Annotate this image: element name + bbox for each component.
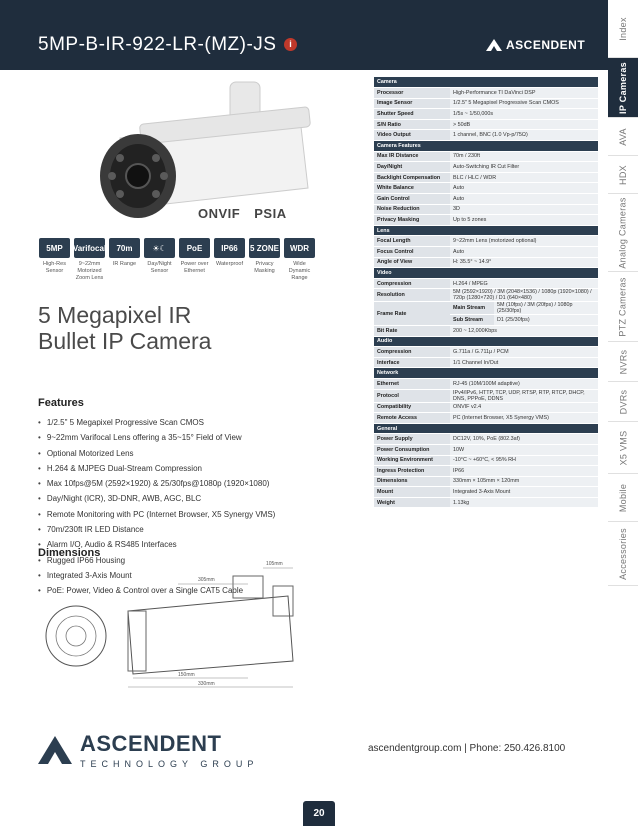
feature-icon-item xyxy=(178,238,211,282)
feature-list-item: • 9~22mm Varifocal Lens offering a 35~15° Field of View xyxy=(38,430,275,445)
feature-icon-item xyxy=(213,238,246,282)
spec-value: High-Performance TI DaVinci DSP xyxy=(450,88,598,99)
contact-info[interactable]: ascendentgroup.com | Phone: 250.426.8100 xyxy=(368,743,566,754)
spec-value: G.711a / G.711μ / PCM xyxy=(450,347,598,358)
spec-label: Compatibility xyxy=(374,402,450,413)
sidebar-item-nvrs[interactable] xyxy=(608,342,638,382)
spec-row xyxy=(374,289,598,302)
sidebar-item-label: Mobile xyxy=(618,483,628,512)
spec-row xyxy=(374,98,598,109)
feature-list-item: • 70m/230ft IR LED Distance xyxy=(38,522,275,537)
product-model-title: 5MP-B-IR-922-LR-(MZ)-JS xyxy=(38,34,277,55)
spec-row xyxy=(374,109,598,120)
spec-row xyxy=(374,194,598,205)
spec-sublabel: Sub Stream xyxy=(450,315,494,326)
sidebar-item-x5-vms[interactable] xyxy=(608,422,638,474)
dimensions-title: Dimensions xyxy=(38,547,101,559)
feature-icon-label: 9~22mm Motorized Zoom Lens xyxy=(75,261,104,281)
spec-label: Backlight Compensation xyxy=(374,172,450,183)
spec-row xyxy=(374,88,598,99)
spec-label: Power Supply xyxy=(374,434,450,445)
spec-label: Mount xyxy=(374,487,450,498)
feature-list-item: • Integrated 3-Axis Mount xyxy=(38,568,275,583)
dim-label-330: 330mm xyxy=(198,681,215,687)
spec-label: Shutter Speed xyxy=(374,109,450,120)
sidebar-item-accessories[interactable] xyxy=(608,522,638,586)
sidebar-item-label: AVA xyxy=(617,127,628,146)
psia-logo: PSIA xyxy=(254,206,287,221)
spec-row xyxy=(374,204,598,215)
spec-label: Ingress Protection xyxy=(374,466,450,477)
feature-badge-icon: PoE xyxy=(179,238,210,258)
feature-icon-item xyxy=(143,238,176,282)
spec-value: 9~22mm Lens (motorized optional) xyxy=(450,236,598,247)
spec-value: > 50dB xyxy=(450,119,598,130)
spec-label: Gain Control xyxy=(374,194,450,205)
spec-label: Resolution xyxy=(374,289,450,302)
feature-badge-icon: Varifocal xyxy=(74,238,105,258)
spec-value: Auto-Switching IR Cut Filter xyxy=(450,162,598,173)
spec-row xyxy=(374,172,598,183)
spec-value: D1 (25/30fps) xyxy=(494,315,598,326)
feature-badge-icon: 5 ZONE xyxy=(249,238,280,258)
spec-row xyxy=(374,497,598,508)
spec-row xyxy=(374,162,598,173)
footer-brand-name: ASCENDENT xyxy=(80,731,222,756)
spec-label: Processor xyxy=(374,88,450,99)
feature-list-item: • Alarm I/O, Audio & RS485 Interfaces xyxy=(38,537,275,552)
ascendent-mountain-icon xyxy=(486,39,502,51)
footer-brand-logo xyxy=(38,731,258,769)
footer-brand-sub: TECHNOLOGY GROUP xyxy=(80,759,259,769)
spec-value: IP66 xyxy=(450,466,598,477)
feature-icon-label: High-Res Sensor xyxy=(43,261,66,274)
spec-row xyxy=(374,444,598,455)
spec-label-frame-rate: Frame Rate xyxy=(374,302,450,326)
spec-section-header xyxy=(374,336,598,347)
spec-row xyxy=(374,151,598,162)
sidebar-item-hdx[interactable] xyxy=(608,156,638,194)
feature-list-item: • H.264 & MJPEG Dual-Stream Compression xyxy=(38,461,275,476)
spec-label: Angle of View xyxy=(374,257,450,268)
feature-icon-label: IR Range xyxy=(112,261,137,267)
sidebar-item-label: NVRs xyxy=(617,349,628,374)
spec-value: Up to 5 zones xyxy=(450,215,598,226)
spec-label: Max IR Distance xyxy=(374,151,450,162)
spec-label: Focal Length xyxy=(374,236,450,247)
header-brand-name: ASCENDENT xyxy=(506,38,586,52)
sidebar-item-label: Accessories xyxy=(618,527,629,580)
sidebar-item-label: IP Cameras xyxy=(618,61,628,114)
spec-row-frame-main xyxy=(374,302,598,315)
feature-list-item: • Day/Night (ICR), 3D-DNR, AWB, AGC, BLC xyxy=(38,491,275,506)
spec-value: BLC / HLC / WDR xyxy=(450,172,598,183)
sidebar-item-label: HDX xyxy=(618,164,628,185)
dimensions-drawing xyxy=(38,556,308,691)
spec-value: H: 35.5° ~ 14.9° xyxy=(450,257,598,268)
spec-table xyxy=(374,77,598,508)
spec-section-title: Video xyxy=(374,268,598,279)
feature-list-item: • Optional Motorized Lens xyxy=(38,446,275,461)
spec-label: Focus Control xyxy=(374,247,450,258)
spec-value: PC (Internet Browser, X5 Synergy VMS) xyxy=(450,413,598,424)
spec-label: Noise Reduction xyxy=(374,204,450,215)
spec-section-header xyxy=(374,368,598,379)
spec-section-title: Camera xyxy=(374,77,598,88)
spec-row xyxy=(374,413,598,424)
feature-icon-label: Power over Ethernet xyxy=(180,261,209,274)
sidebar-item-ptz-cameras[interactable] xyxy=(608,272,638,342)
feature-icon-label: Waterproof xyxy=(215,261,243,267)
feature-list-item: • PoE: Power, Video & Control over a Single CAT5 Cable xyxy=(38,583,275,598)
spec-row xyxy=(374,476,598,487)
spec-value: RJ-45 (10M/100M adaptive) xyxy=(450,378,598,389)
feature-icon-label: Wide Dynamic Range xyxy=(288,261,311,281)
sidebar-item-ava[interactable] xyxy=(608,118,638,156)
spec-label: Power Consumption xyxy=(374,444,450,455)
spec-row xyxy=(374,236,598,247)
feature-badge-icon: ☀☾ xyxy=(144,238,175,258)
spec-label: Compression xyxy=(374,347,450,358)
spec-value: Auto xyxy=(450,247,598,258)
header-brand-logo xyxy=(486,38,585,52)
feature-list-item: • Max 10fps@5M (2592×1920) & 25/30fps@1080p (1920×1080) xyxy=(38,476,275,491)
spec-row xyxy=(374,119,598,130)
feature-list-item: • Rugged IP66 Housing xyxy=(38,553,275,568)
spec-section-header xyxy=(374,268,598,279)
spec-row xyxy=(374,347,598,358)
spec-row xyxy=(374,215,598,226)
spec-value: 1.13kg xyxy=(450,497,598,508)
product-heading-line2: Bullet IP Camera xyxy=(38,328,212,354)
spec-value: Integrated 3-Axis Mount xyxy=(450,487,598,498)
spec-value: 5M (10fps) / 3M (20fps) / 1080p (25/30fps) xyxy=(494,302,598,315)
spec-label: Privacy Masking xyxy=(374,215,450,226)
spec-row xyxy=(374,434,598,445)
product-heading-line1: 5 Megapixel IR xyxy=(38,302,192,328)
feature-icon-item xyxy=(38,238,71,282)
spec-value: 1 channel, BNC (1.0 Vp-p/75Ω) xyxy=(450,130,598,141)
feature-icons-row xyxy=(38,238,316,282)
spec-label: Video Output xyxy=(374,130,450,141)
sidebar-item-analog-cameras[interactable] xyxy=(608,194,638,272)
feature-badge-icon: IP66 xyxy=(214,238,245,258)
spec-label: Ethernet xyxy=(374,378,450,389)
spec-value: 1/1 Channel In/Out xyxy=(450,357,598,368)
spec-row xyxy=(374,257,598,268)
spec-value: DC12V, 10%, PoE (802.3af) xyxy=(450,434,598,445)
sidebar-item-label: PTZ Cameras xyxy=(618,276,628,337)
spec-value: Auto xyxy=(450,183,598,194)
spec-value: 1/5s ~ 1/50,000s xyxy=(450,109,598,120)
sidebar-item-mobile[interactable] xyxy=(608,474,638,522)
dim-label-105: 105mm xyxy=(266,561,283,567)
features-title: Features xyxy=(38,397,84,409)
spec-section-title: Network xyxy=(374,368,598,379)
spec-row xyxy=(374,325,598,336)
spec-value: 330mm × 105mm × 120mm xyxy=(450,476,598,487)
spec-row xyxy=(374,389,598,402)
product-heading xyxy=(38,302,211,354)
spec-row xyxy=(374,455,598,466)
feature-icon-label: Day/Night Sensor xyxy=(147,261,172,274)
feature-icon-item xyxy=(248,238,281,282)
feature-list-item: • 1/2.5" 5 Megapixel Progressive Scan CMOS xyxy=(38,415,275,430)
spec-row xyxy=(374,357,598,368)
spec-section-title: Camera Features xyxy=(374,141,598,152)
info-icon[interactable]: i xyxy=(284,38,297,51)
category-sidebar xyxy=(608,0,638,826)
spec-value: 70m / 230ft xyxy=(450,151,598,162)
feature-badge-icon: WDR xyxy=(284,238,315,258)
feature-icon-item xyxy=(283,238,316,282)
dim-label-150: 150mm xyxy=(178,672,195,678)
sidebar-item-label: Analog Cameras xyxy=(618,196,629,269)
feature-icon-item xyxy=(108,238,141,282)
spec-row xyxy=(374,402,598,413)
spec-value: 10W xyxy=(450,444,598,455)
spec-label: Interface xyxy=(374,357,450,368)
sidebar-item-dvrs[interactable] xyxy=(608,382,638,422)
spec-row xyxy=(374,466,598,477)
spec-value: H.264 / MPEG xyxy=(450,278,598,289)
spec-value: -10°C ~ +60°C, < 95% RH xyxy=(450,455,598,466)
spec-label: Weight xyxy=(374,497,450,508)
feature-badge-icon: 5MP xyxy=(39,238,70,258)
page-number: 20 xyxy=(313,808,325,819)
sidebar-item-ip-cameras[interactable] xyxy=(608,58,638,118)
spec-row xyxy=(374,378,598,389)
page-number-tab xyxy=(303,801,335,826)
spec-section-title: Audio xyxy=(374,336,598,347)
spec-row xyxy=(374,247,598,258)
spec-row xyxy=(374,130,598,141)
spec-row xyxy=(374,487,598,498)
ascendent-mountain-icon-large xyxy=(38,736,72,764)
spec-value: 5M (2592×1920) / 3M (2048×1536) / 1080p (1920×1080) / 720p (1280×720) / D1 (640×480) xyxy=(450,289,598,302)
spec-label: Compression xyxy=(374,278,450,289)
onvif-logo: ONVIF xyxy=(198,206,241,221)
spec-section-header xyxy=(374,423,598,434)
spec-label: Remote Access xyxy=(374,413,450,424)
sidebar-item-label: DVRs xyxy=(617,389,628,414)
spec-value: IPv4/IPv6, HTTP, TCP, UDP, RTSP, RTP, RTCP, DHCP, DNS, PPPoE, DDNS xyxy=(450,389,598,402)
spec-value: 3D xyxy=(450,204,598,215)
spec-row xyxy=(374,183,598,194)
spec-section-header xyxy=(374,141,598,152)
spec-label: White Balance xyxy=(374,183,450,194)
spec-value: 1/2.5" 5 Megapixel Progressive Scan CMOS xyxy=(450,98,598,109)
spec-section-title: Lens xyxy=(374,225,598,236)
feature-badge-icon: 70m xyxy=(109,238,140,258)
feature-list-item: • Remote Monitoring with PC (Internet Browser, X5 Synergy VMS) xyxy=(38,507,275,522)
spec-label: Day/Night xyxy=(374,162,450,173)
feature-icon-label: Privacy Masking xyxy=(254,261,275,274)
spec-sublabel: Main Stream xyxy=(450,302,494,315)
spec-label: S/N Ratio xyxy=(374,119,450,130)
spec-section-header xyxy=(374,77,598,88)
sidebar-item-label: Index xyxy=(618,16,628,41)
standards-logos xyxy=(198,206,287,221)
sidebar-item-index[interactable] xyxy=(608,0,638,58)
dim-label-305: 305mm xyxy=(198,577,215,583)
sidebar-item-label: X5 VMS xyxy=(618,430,628,465)
spec-row xyxy=(374,278,598,289)
feature-icon-item xyxy=(73,238,106,282)
spec-value: ONVIF v2.4 xyxy=(450,402,598,413)
spec-label: Dimensions xyxy=(374,476,450,487)
spec-label: Working Environment xyxy=(374,455,450,466)
spec-section-title: General xyxy=(374,423,598,434)
spec-section-header xyxy=(374,225,598,236)
spec-value: Auto xyxy=(450,194,598,205)
page-header xyxy=(0,0,608,70)
spec-label: Image Sensor xyxy=(374,98,450,109)
spec-value: 200 ~ 12,000Kbps xyxy=(450,325,598,336)
spec-label: Protocol xyxy=(374,389,450,402)
spec-label: Bit Rate xyxy=(374,325,450,336)
